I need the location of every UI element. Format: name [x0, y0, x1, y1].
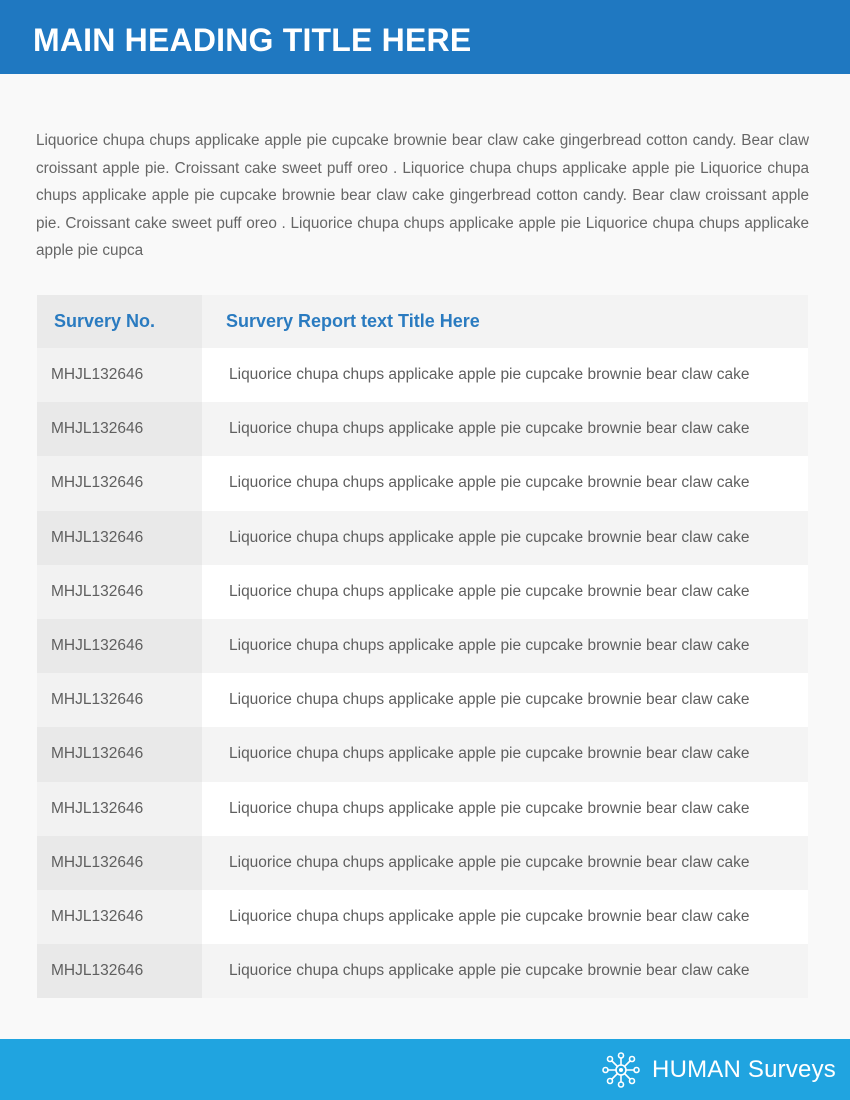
table-row	[37, 944, 808, 998]
survey-no-cell: MHJL132646	[37, 348, 202, 402]
table-row	[37, 348, 808, 402]
page-footer	[0, 1039, 850, 1100]
table-row	[37, 565, 808, 619]
report-text-cell: Liquorice chupa chups applicake apple pie cupcake brownie bear claw cake	[202, 348, 808, 402]
survey-no-cell: MHJL132646	[37, 890, 202, 944]
survey-no-cell: MHJL132646	[37, 782, 202, 836]
report-text-cell: Liquorice chupa chups applicake apple pie cupcake brownie bear claw cake	[202, 782, 808, 836]
intro-paragraph: Liquorice chupa chups applicake apple pie cupcake brownie bear claw cake gingerbread cotton candy. Bear claw croissant apple pie. Croissant cake sweet puff oreo . Liquorice chupa chups applicake apple pie Liquorice chupa chups applicake apple pie cupcake brownie bear claw cake gingerbread cotton candy. Bear claw croissant apple pie. Croissant cake sweet puff oreo . Liquorice chupa chups applicake apple pie Liquorice chupa chups applicake apple pie cupca	[36, 132, 809, 259]
network-nodes-icon	[598, 1049, 644, 1091]
table-header-row	[37, 295, 808, 348]
table-row	[37, 619, 808, 673]
table-header	[37, 295, 808, 348]
survey-no-header: Survery No.	[37, 295, 202, 348]
table-row	[37, 402, 808, 456]
survey-no-cell: MHJL132646	[37, 727, 202, 781]
table-row	[37, 456, 808, 510]
page-header	[0, 0, 850, 74]
report-text-cell: Liquorice chupa chups applicake apple pie cupcake brownie bear claw cake	[202, 511, 808, 565]
report-text-cell: Liquorice chupa chups applicake apple pie cupcake brownie bear claw cake	[202, 890, 808, 944]
page-title: MAIN HEADING TITLE HERE	[33, 22, 472, 58]
survey-no-cell: MHJL132646	[37, 944, 202, 998]
survey-no-cell: MHJL132646	[37, 619, 202, 673]
table-row	[37, 782, 808, 836]
report-text-cell: Liquorice chupa chups applicake apple pie cupcake brownie bear claw cake	[202, 727, 808, 781]
survey-no-cell: MHJL132646	[37, 565, 202, 619]
survey-no-cell: MHJL132646	[37, 402, 202, 456]
report-text-cell: Liquorice chupa chups applicake apple pie cupcake brownie bear claw cake	[202, 456, 808, 510]
report-text-cell: Liquorice chupa chups applicake apple pie cupcake brownie bear claw cake	[202, 836, 808, 890]
report-text-cell: Liquorice chupa chups applicake apple pie cupcake brownie bear claw cake	[202, 944, 808, 998]
survey-table	[37, 295, 808, 998]
survey-no-cell: MHJL132646	[37, 511, 202, 565]
table-row	[37, 890, 808, 944]
report-text-cell: Liquorice chupa chups applicake apple pie cupcake brownie bear claw cake	[202, 402, 808, 456]
table-row	[37, 836, 808, 890]
report-title-header: Survery Report text Title Here	[202, 295, 808, 348]
brand-logo	[598, 1049, 836, 1091]
report-text-cell: Liquorice chupa chups applicake apple pie cupcake brownie bear claw cake	[202, 619, 808, 673]
brand-name: HUMAN Surveys	[652, 1056, 836, 1083]
table-body	[37, 348, 808, 998]
report-text-cell: Liquorice chupa chups applicake apple pie cupcake brownie bear claw cake	[202, 565, 808, 619]
table-row	[37, 511, 808, 565]
table-row	[37, 673, 808, 727]
report-text-cell: Liquorice chupa chups applicake apple pie cupcake brownie bear claw cake	[202, 673, 808, 727]
survey-no-cell: MHJL132646	[37, 673, 202, 727]
survey-no-cell: MHJL132646	[37, 836, 202, 890]
table-row	[37, 727, 808, 781]
survey-no-cell: MHJL132646	[37, 456, 202, 510]
